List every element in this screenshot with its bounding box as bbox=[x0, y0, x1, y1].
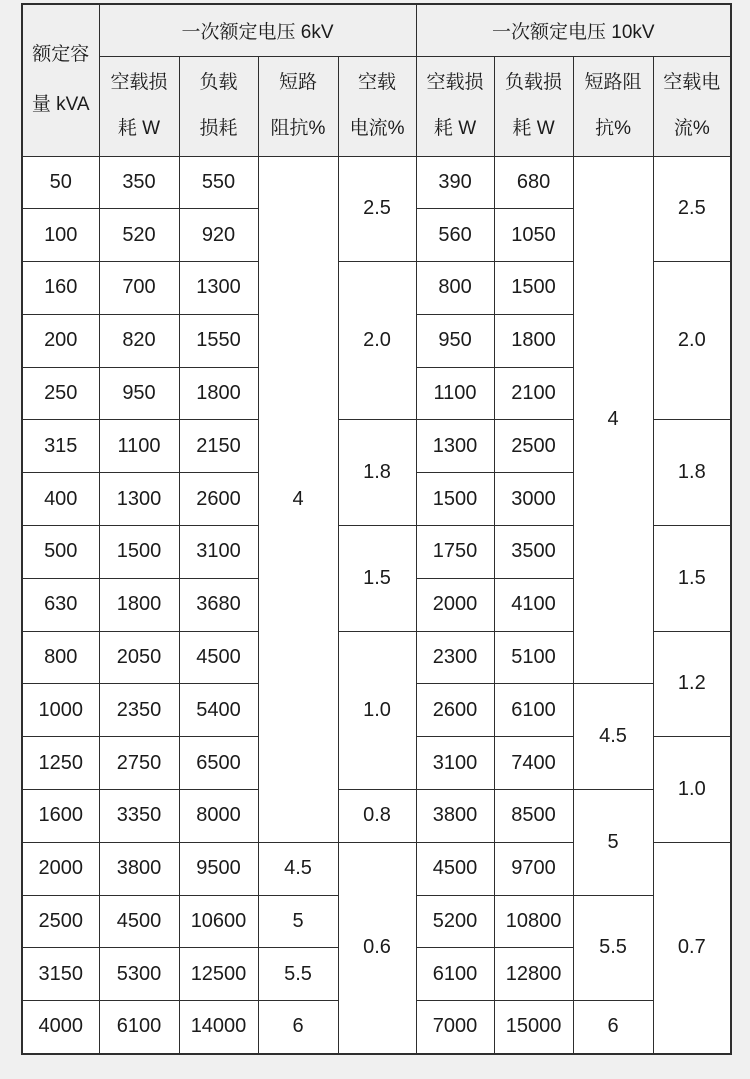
current-10kv-cell: 2.0 bbox=[653, 262, 731, 420]
kva-cell: 315 bbox=[22, 420, 99, 473]
noload-6kv-cell: 820 bbox=[99, 314, 179, 367]
load-6kv-cell: 3680 bbox=[179, 578, 258, 631]
noload-10kv-cell: 3100 bbox=[416, 737, 494, 790]
transformer-spec-table bbox=[21, 3, 732, 1055]
kva-cell: 4000 bbox=[22, 1001, 99, 1054]
impedance-10kv-cell: 5 bbox=[573, 790, 653, 896]
impedance-10kv-cell: 4.5 bbox=[573, 684, 653, 790]
subheader-noload-loss-6kv: 空载损 耗 W bbox=[99, 56, 179, 156]
subheader-noload-loss-10kv: 空载损 耗 W bbox=[416, 56, 494, 156]
current-10kv-cell: 1.2 bbox=[653, 631, 731, 737]
load-10kv-cell: 1500 bbox=[494, 262, 573, 315]
load-6kv-cell: 5400 bbox=[179, 684, 258, 737]
subheader-impedance-10kv: 短路阻 抗% bbox=[573, 56, 653, 156]
impedance-6kv-cell: 5 bbox=[258, 895, 338, 948]
noload-6kv-cell: 950 bbox=[99, 367, 179, 420]
header-rated-capacity-line1: 额定容 bbox=[32, 44, 90, 66]
noload-10kv-cell: 1300 bbox=[416, 420, 494, 473]
noload-10kv-cell: 4500 bbox=[416, 842, 494, 895]
table-row bbox=[22, 156, 731, 209]
current-6kv-cell: 0.8 bbox=[338, 790, 416, 843]
kva-cell: 1250 bbox=[22, 737, 99, 790]
load-10kv-cell: 2100 bbox=[494, 367, 573, 420]
kva-cell: 160 bbox=[22, 262, 99, 315]
noload-10kv-cell: 1100 bbox=[416, 367, 494, 420]
subheader-noload-current-10kv: 空载电 流% bbox=[653, 56, 731, 156]
load-10kv-cell: 5100 bbox=[494, 631, 573, 684]
load-10kv-cell: 2500 bbox=[494, 420, 573, 473]
header-group-row bbox=[22, 4, 731, 56]
load-6kv-cell: 14000 bbox=[179, 1001, 258, 1054]
noload-6kv-cell: 4500 bbox=[99, 895, 179, 948]
load-6kv-cell: 920 bbox=[179, 209, 258, 262]
load-6kv-cell: 8000 bbox=[179, 790, 258, 843]
current-6kv-cell: 2.5 bbox=[338, 156, 416, 262]
kva-cell: 1600 bbox=[22, 790, 99, 843]
current-10kv-cell: 1.5 bbox=[653, 526, 731, 632]
noload-6kv-cell: 1800 bbox=[99, 578, 179, 631]
noload-6kv-cell: 1300 bbox=[99, 473, 179, 526]
impedance-10kv-cell: 6 bbox=[573, 1001, 653, 1054]
noload-6kv-cell: 350 bbox=[99, 156, 179, 209]
load-10kv-cell: 12800 bbox=[494, 948, 573, 1001]
noload-6kv-cell: 2050 bbox=[99, 631, 179, 684]
noload-10kv-cell: 950 bbox=[416, 314, 494, 367]
noload-6kv-cell: 700 bbox=[99, 262, 179, 315]
impedance-6kv-cell: 5.5 bbox=[258, 948, 338, 1001]
load-6kv-cell: 9500 bbox=[179, 842, 258, 895]
noload-10kv-cell: 390 bbox=[416, 156, 494, 209]
load-10kv-cell: 1050 bbox=[494, 209, 573, 262]
table-row bbox=[22, 790, 731, 843]
kva-cell: 3150 bbox=[22, 948, 99, 1001]
header-rated-capacity bbox=[22, 4, 99, 156]
load-10kv-cell: 3500 bbox=[494, 526, 573, 579]
noload-6kv-cell: 5300 bbox=[99, 948, 179, 1001]
kva-cell: 800 bbox=[22, 631, 99, 684]
load-6kv-cell: 550 bbox=[179, 156, 258, 209]
kva-cell: 630 bbox=[22, 578, 99, 631]
load-6kv-cell: 1300 bbox=[179, 262, 258, 315]
impedance-6kv-cell: 4 bbox=[258, 156, 338, 842]
noload-6kv-cell: 1500 bbox=[99, 526, 179, 579]
noload-10kv-cell: 2300 bbox=[416, 631, 494, 684]
noload-10kv-cell: 3800 bbox=[416, 790, 494, 843]
load-10kv-cell: 4100 bbox=[494, 578, 573, 631]
current-6kv-cell: 1.5 bbox=[338, 526, 416, 632]
current-10kv-cell: 2.5 bbox=[653, 156, 731, 262]
impedance-10kv-cell: 5.5 bbox=[573, 895, 653, 1001]
load-10kv-cell: 10800 bbox=[494, 895, 573, 948]
noload-10kv-cell: 6100 bbox=[416, 948, 494, 1001]
kva-cell: 200 bbox=[22, 314, 99, 367]
current-6kv-cell: 1.0 bbox=[338, 631, 416, 789]
current-6kv-cell: 1.8 bbox=[338, 420, 416, 526]
kva-cell: 1000 bbox=[22, 684, 99, 737]
subheader-load-loss-10kv: 负载损 耗 W bbox=[494, 56, 573, 156]
group-header-10kv: 一次额定电压 10kV bbox=[416, 4, 731, 56]
current-6kv-cell: 2.0 bbox=[338, 262, 416, 420]
noload-6kv-cell: 520 bbox=[99, 209, 179, 262]
load-10kv-cell: 7400 bbox=[494, 737, 573, 790]
kva-cell: 250 bbox=[22, 367, 99, 420]
load-6kv-cell: 10600 bbox=[179, 895, 258, 948]
noload-10kv-cell: 800 bbox=[416, 262, 494, 315]
current-10kv-cell: 0.7 bbox=[653, 842, 731, 1053]
header-rated-capacity-line2: 量 kVA bbox=[31, 94, 90, 116]
kva-cell: 400 bbox=[22, 473, 99, 526]
header-sub-row bbox=[22, 56, 731, 156]
subheader-noload-current-6kv: 空载 电流% bbox=[338, 56, 416, 156]
kva-cell: 50 bbox=[22, 156, 99, 209]
impedance-10kv-cell: 4 bbox=[573, 156, 653, 684]
current-10kv-cell: 1.8 bbox=[653, 420, 731, 526]
load-10kv-cell: 9700 bbox=[494, 842, 573, 895]
kva-cell: 500 bbox=[22, 526, 99, 579]
load-10kv-cell: 6100 bbox=[494, 684, 573, 737]
subheader-load-loss-6kv: 负载 损耗 bbox=[179, 56, 258, 156]
current-10kv-cell: 1.0 bbox=[653, 737, 731, 843]
impedance-6kv-cell: 4.5 bbox=[258, 842, 338, 895]
load-6kv-cell: 1800 bbox=[179, 367, 258, 420]
noload-6kv-cell: 2350 bbox=[99, 684, 179, 737]
load-10kv-cell: 1800 bbox=[494, 314, 573, 367]
load-10kv-cell: 8500 bbox=[494, 790, 573, 843]
group-header-6kv: 一次额定电压 6kV bbox=[99, 4, 416, 56]
noload-10kv-cell: 1750 bbox=[416, 526, 494, 579]
load-6kv-cell: 1550 bbox=[179, 314, 258, 367]
load-6kv-cell: 3100 bbox=[179, 526, 258, 579]
load-6kv-cell: 12500 bbox=[179, 948, 258, 1001]
kva-cell: 2000 bbox=[22, 842, 99, 895]
load-10kv-cell: 680 bbox=[494, 156, 573, 209]
noload-6kv-cell: 6100 bbox=[99, 1001, 179, 1054]
noload-10kv-cell: 7000 bbox=[416, 1001, 494, 1054]
noload-10kv-cell: 1500 bbox=[416, 473, 494, 526]
current-6kv-cell: 0.6 bbox=[338, 842, 416, 1053]
load-6kv-cell: 2150 bbox=[179, 420, 258, 473]
noload-6kv-cell: 1100 bbox=[99, 420, 179, 473]
noload-10kv-cell: 2000 bbox=[416, 578, 494, 631]
noload-6kv-cell: 3800 bbox=[99, 842, 179, 895]
kva-cell: 2500 bbox=[22, 895, 99, 948]
load-6kv-cell: 4500 bbox=[179, 631, 258, 684]
noload-6kv-cell: 2750 bbox=[99, 737, 179, 790]
noload-10kv-cell: 5200 bbox=[416, 895, 494, 948]
noload-10kv-cell: 2600 bbox=[416, 684, 494, 737]
load-6kv-cell: 6500 bbox=[179, 737, 258, 790]
noload-10kv-cell: 560 bbox=[416, 209, 494, 262]
load-6kv-cell: 2600 bbox=[179, 473, 258, 526]
noload-6kv-cell: 3350 bbox=[99, 790, 179, 843]
subheader-impedance-6kv: 短路 阻抗% bbox=[258, 56, 338, 156]
kva-cell: 100 bbox=[22, 209, 99, 262]
load-10kv-cell: 15000 bbox=[494, 1001, 573, 1054]
impedance-6kv-cell: 6 bbox=[258, 1001, 338, 1054]
load-10kv-cell: 3000 bbox=[494, 473, 573, 526]
